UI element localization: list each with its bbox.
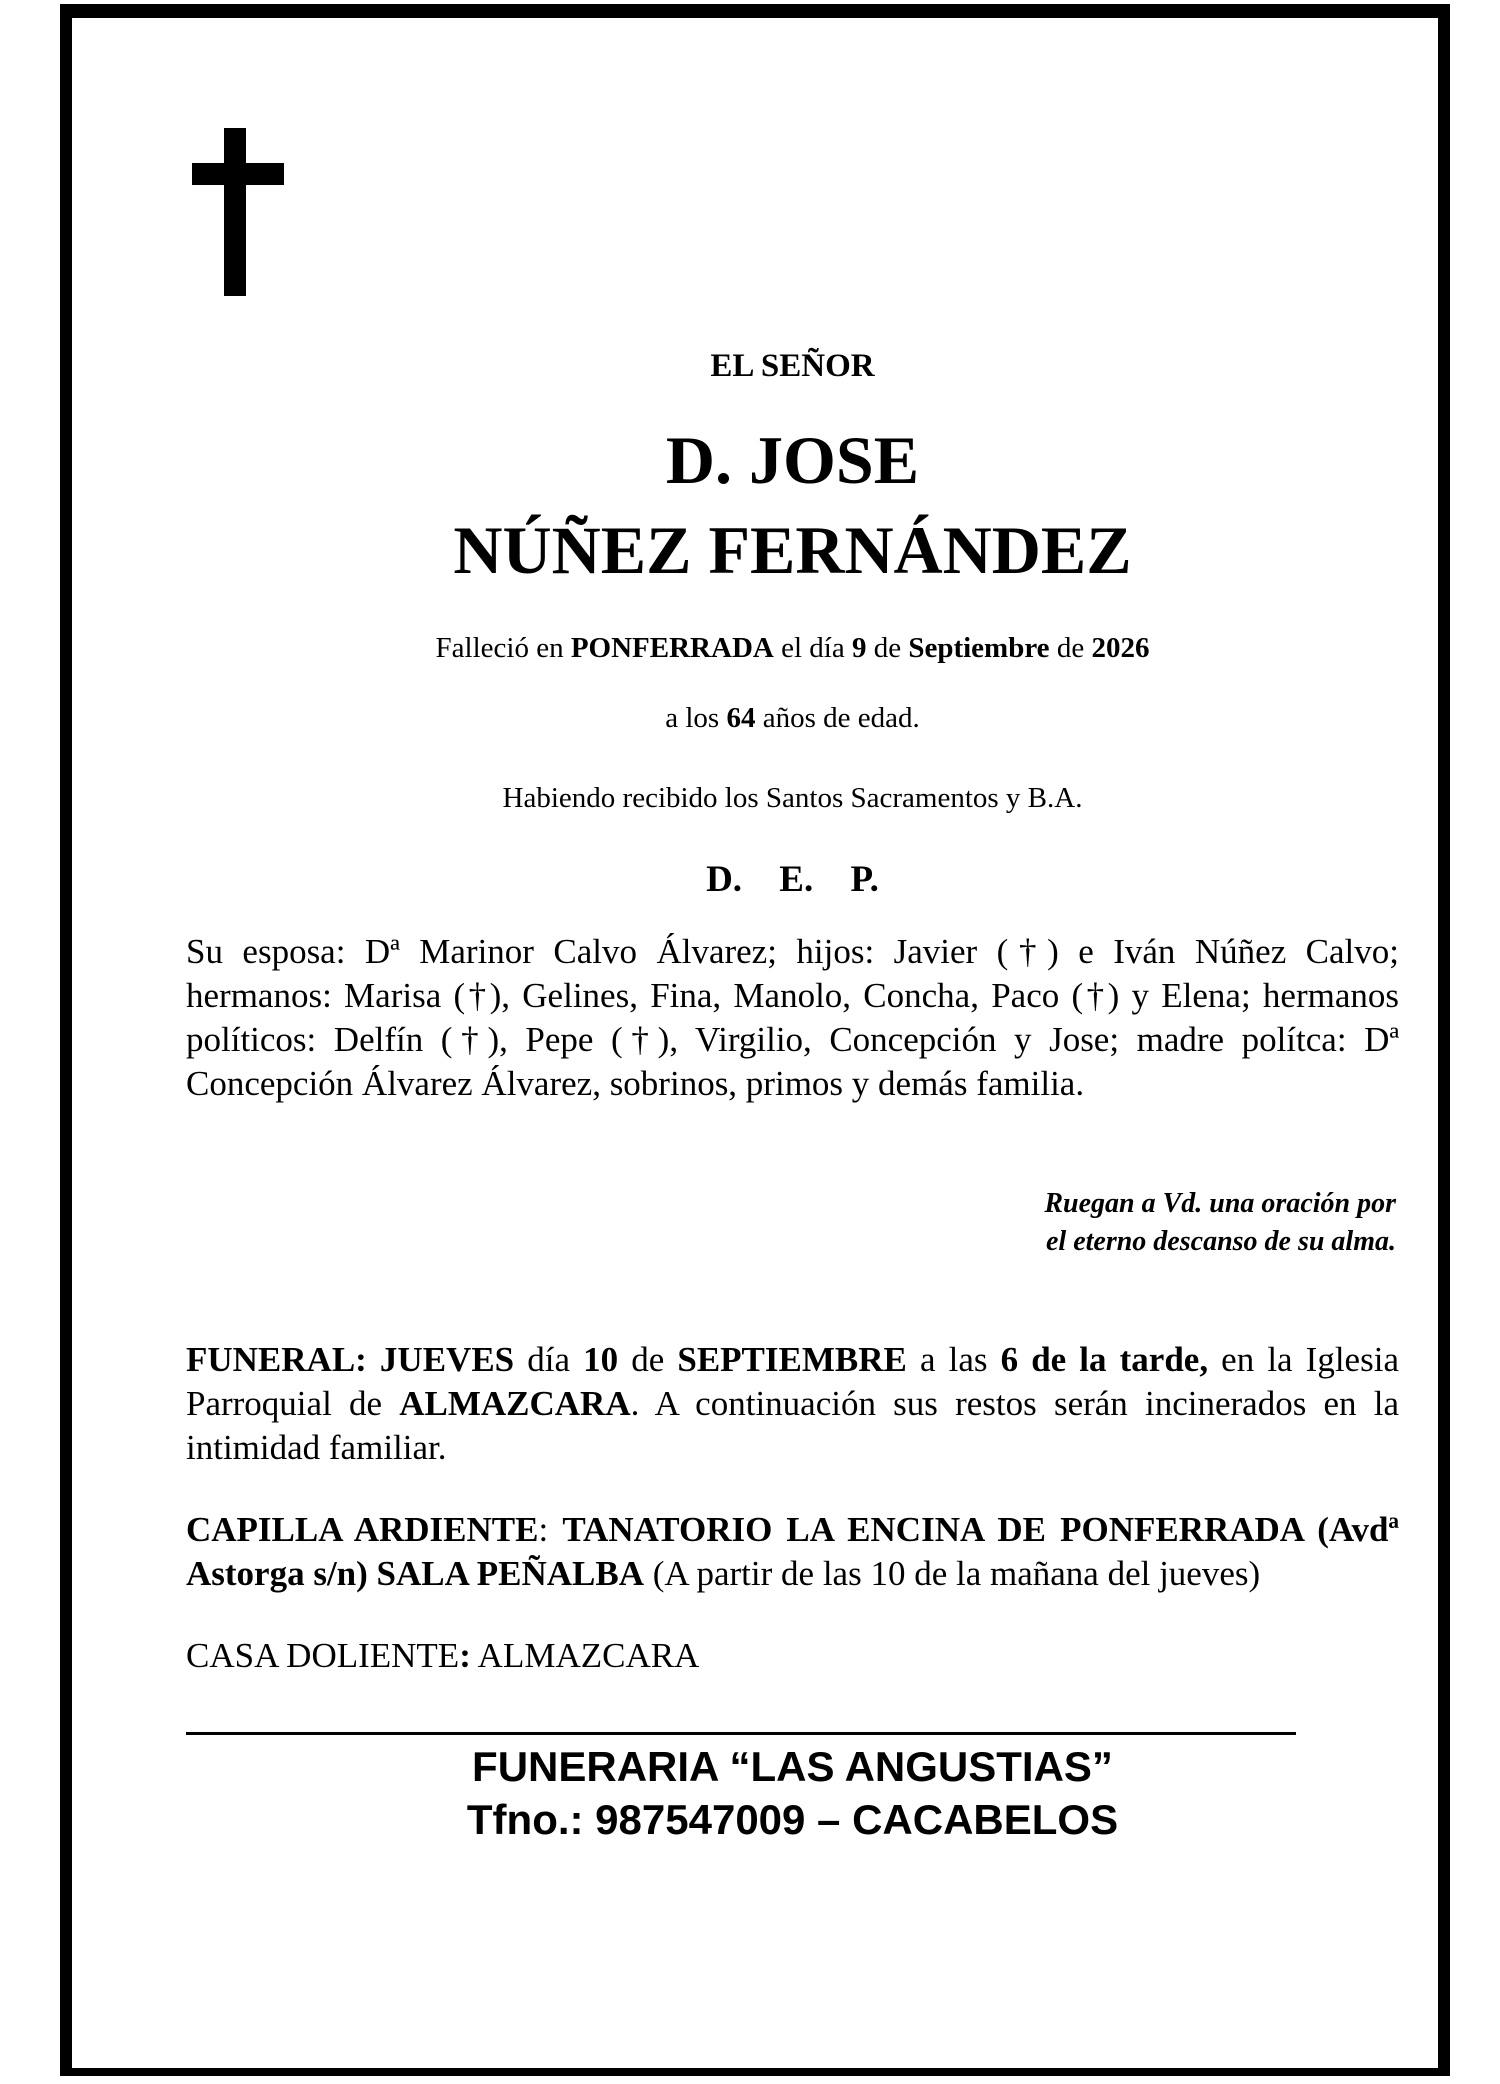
dep-line: D. E. P. bbox=[706, 859, 879, 900]
age-line: a los 64 años de edad. bbox=[665, 702, 920, 734]
funeral-paragraph: FUNERAL: JUEVES día 10 de SEPTIEMBRE a las 6 de la tarde, en la Iglesia Parroquial de ALMAZCARA. A continuación sus restos serán incinerados en la intimidad familiar. bbox=[186, 1340, 1400, 1467]
deceased-name-line1: D. JOSE bbox=[665, 422, 920, 498]
funeraria-name: FUNERARIA “LAS ANGUSTIAS” bbox=[472, 1743, 1113, 1790]
family-paragraph: Su esposa: Dª Marinor Calvo Álvarez; hijos: Javier (†) e Iván Núñez Calvo; hermanos: Marisa (†), Gelines, Fina, Manolo, Concha, Paco (†) y Elena; hermanos políticos: Delfín (†), Pepe (†), Virgilio, Concepción y Jose; madre polítca: Dª Concepción Álvarez Álvarez, sobrinos, primos y demás familia. bbox=[186, 932, 1399, 1103]
death-notice: Falleció en PONFERRADA el día 9 de Septiembre de 2026 bbox=[435, 632, 1150, 664]
prayer-text: Ruegan a Vd. una oración por el eterno descanso de su alma. bbox=[1044, 1188, 1396, 1257]
capilla-paragraph: CAPILLA ARDIENTE: TANATORIO LA ENCINA DE PONFERRADA (Avdª Astorga s/n) SALA PEÑALBA (A partir de las 10 de la mañana del jueves) bbox=[186, 1510, 1400, 1593]
deceased-name-line2: NÚÑEZ FERNÁNDEZ bbox=[453, 512, 1132, 588]
divider-line bbox=[186, 1732, 1296, 1735]
casa-doliente: CASA DOLIENTE: ALMAZCARA bbox=[186, 1636, 700, 1675]
title-prefix: EL SEÑOR bbox=[710, 348, 875, 384]
funeraria-phone: Tfno.: 987547009 – CACABELOS bbox=[466, 1796, 1119, 1843]
sacraments-line: Habiendo recibido los Santos Sacramentos y B.A. bbox=[502, 782, 1083, 814]
